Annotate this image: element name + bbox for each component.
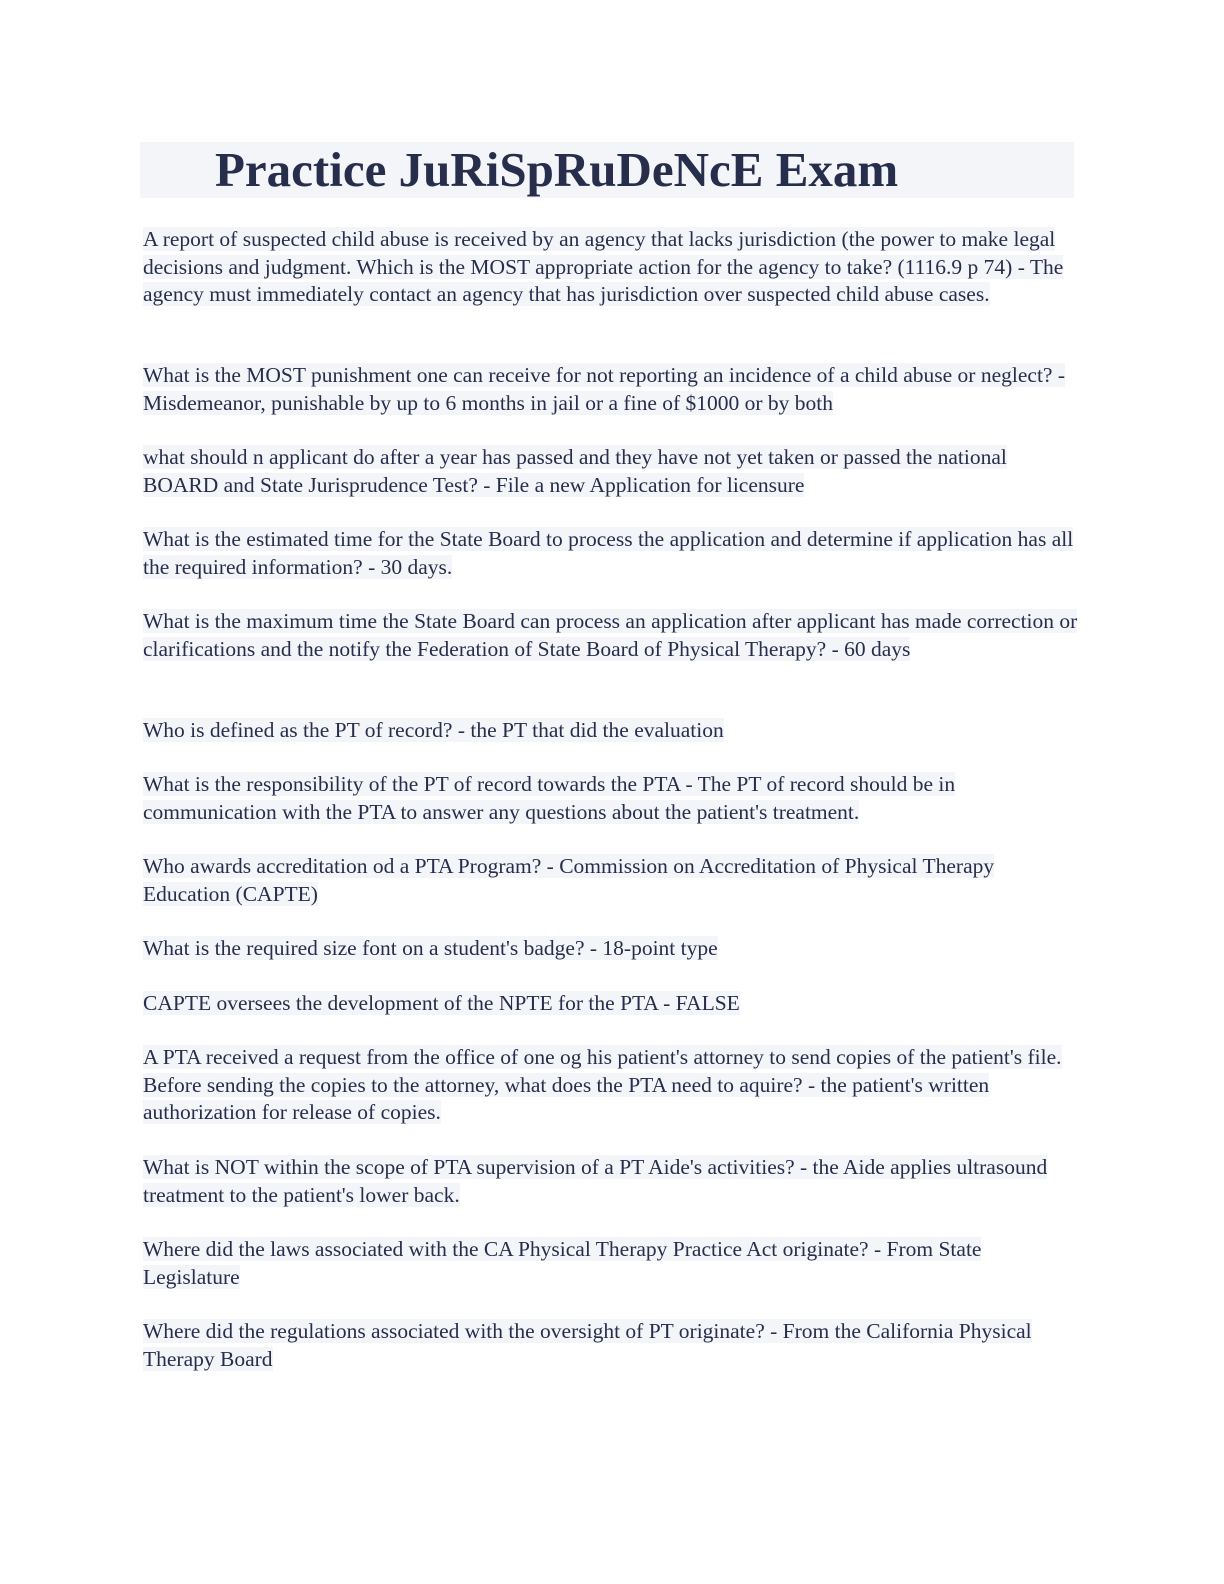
qa-item-9 [143, 935, 1083, 963]
qa-text: What is the MOST punishment one can receive for not reporting an incidence of a child abuse or neglect? - Misdemeanor, punishable by up to 6 months in jail or a fine of $1000 or by both [143, 363, 1065, 415]
qa-item-13 [143, 1236, 1083, 1291]
qa-item-5 [143, 608, 1083, 663]
qa-item-2 [143, 362, 1083, 417]
qa-text: A report of suspected child abuse is received by an agency that lacks jurisdiction (the power to make legal decisions and judgment. Which is the MOST appropriate action for the agency to take? (1116.9 p 74) - The agency must immediately contact an agency that has jurisdiction over suspected child abuse cases. [143, 227, 1064, 306]
qa-text: what should n applicant do after a year has passed and they have not yet taken or passed the national BOARD and State Jurisprudence Test? - File a new Application for licensure [143, 445, 1007, 497]
qa-item-7 [143, 771, 1083, 826]
qa-item-3 [143, 444, 1083, 499]
qa-item-8 [143, 853, 1083, 908]
qa-text: What is the estimated time for the State Board to process the application and determine if application has all the required information? - 30 days. [143, 527, 1074, 579]
qa-text: Where did the regulations associated with the oversight of PT originate? - From the California Physical Therapy Board [143, 1319, 1032, 1371]
qa-text: What is the maximum time the State Board can process an application after applicant has made correction or clarifications and the notify the Federation of State Board of Physical Therapy? - 60 days [143, 609, 1078, 661]
qa-text: Who is defined as the PT of record? - the PT that did the evaluation [143, 718, 724, 742]
qa-text: What is the responsibility of the PT of record towards the PTA - The PT of record should be in communication with the PTA to answer any questions about the patient's treatment. [143, 772, 956, 824]
qa-item-11 [143, 1044, 1083, 1127]
qa-item-14 [143, 1318, 1083, 1373]
page-title: Practice JuRiSpRuDeNcE Exam [215, 142, 899, 197]
qa-text: A PTA received a request from the office of one og his patient's attorney to send copies of the patient's file. Before sending the copies to the attorney, what does the PTA need to aquire? - the patient's written authorization for release of copies. [143, 1045, 1062, 1124]
qa-text: What is the required size font on a student's badge? - 18-point type [143, 936, 718, 960]
qa-item-4 [143, 526, 1083, 581]
qa-text: CAPTE oversees the development of the NPTE for the PTA - FALSE [143, 991, 740, 1015]
qa-item-10 [143, 990, 1083, 1018]
qa-text: Who awards accreditation od a PTA Program? - Commission on Accreditation of Physical Therapy Education (CAPTE) [143, 854, 995, 906]
qa-item-1 [143, 226, 1083, 309]
qa-item-6 [143, 717, 1083, 745]
qa-item-12 [143, 1154, 1083, 1209]
qa-text: What is NOT within the scope of PTA supervision of a PT Aide's activities? - the Aide applies ultrasound treatment to the patient's lower back. [143, 1155, 1048, 1207]
qa-text: Where did the laws associated with the CA Physical Therapy Practice Act originate? - From State Legislature [143, 1237, 982, 1289]
title-band [140, 142, 1074, 198]
